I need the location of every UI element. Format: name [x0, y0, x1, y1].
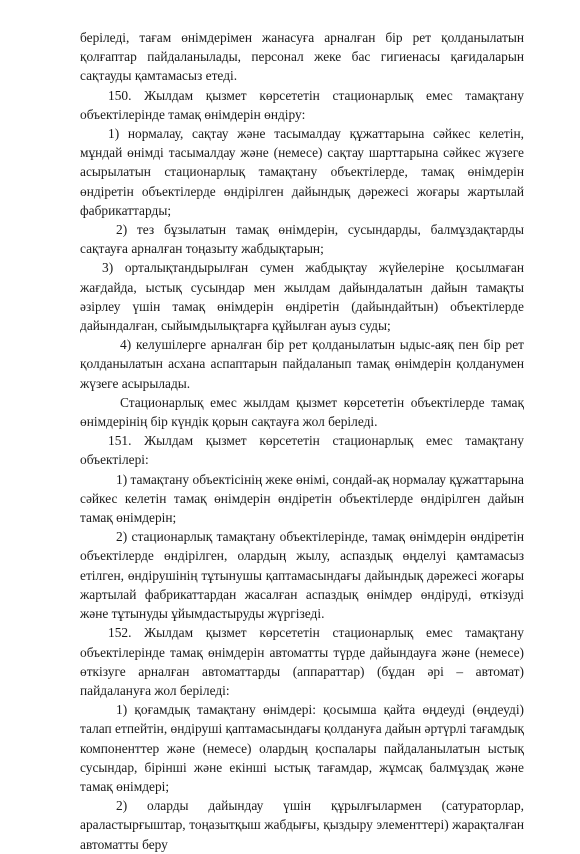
paragraph-152: 152. Жылдам қызмет көрсететін стационарлық емес тамақтану объектілерінде тамақ өнімдерін автоматты түрде дайындауға және (немесе) өткізуге арналған автоматтарды (аппараттар) (бұдан әрі – автомат) пайдалануға жол беріледі: — [80, 625, 524, 698]
paragraph-150: 150. Жылдам қызмет көрсететін стационарлық емес тамақтану объектілерінде тамақ өнімдерін өндіру: — [80, 87, 524, 122]
paragraph-152-item-2: 2) оларды дайындау үшін құрылғылармен (сатураторлар, араластырғыштар, тоңазытқыш жабдығы, қыздыру элементтері) жарақталған автоматты беру — [80, 798, 524, 852]
paragraph-151-item-2: 2) стационарлық тамақтану объектілерінде, тамақ өнімдерін өндіретін объектілерде өндірілген, олардың жылу, аспаздық өңделуі қамтамасыз етілген, өндірушінің тұтынушы қаптамасындағы дайындық дәрежесі жоғары жартылай фабрикаттардан жасалған аспаздық өнімдер өндіруді, өткізуді және тұтынуды ұйымдастыруды жүргізеді. — [80, 529, 524, 622]
paragraph-151: 151. Жылдам қызмет көрсететін стационарлық емес тамақтану объектілері: — [80, 433, 524, 468]
paragraph-150-item-1: 1) нормалау, сақтау және тасымалдау құжаттарына сәйкес келетін, мұндай өнімді тасымалдау және (немесе) сақтау шарттарына сәйкес жүзеге асырылатын стационарлық тамақтану объектілерде, тамақ өнімдерін өндіретін объектілерде өндірілген дайындық дәрежесі жоғары жартылай фабрикаттарды; — [80, 126, 524, 218]
paragraph-150-item-2: 2) тез бұзылатын тамақ өнімдерін, сусындарды, балмұздақтарды сақтауға арналған тоңазыту жабдықтарын; — [80, 222, 524, 257]
paragraph-151-item-1: 1) тамақтану объектісінің жеке өнімі, сондай-ақ нормалау құжаттарына сәйкес келетін тамақ өнімдерін өндіретін объектілерде өндірілген дайын тамақ өнімдерін; — [80, 471, 524, 526]
paragraph-152-item-1: 1) қоғамдық тамақтану өнімдері: қосымша қайта өңдеуді (өңдеуді) талап етпейтін, өндіруші қаптамасындағы қолдануға дайын әртүрлі тағамдық компоненттер және (немесе) олардың қоспалары пайдаланылатын ыстық сусындар, бірінші және екінші ыстық тағамдар, жұмсақ балмұздақ және тамақ өнімдері; — [80, 702, 524, 794]
paragraph-150-item-4: 4) келушілерге арналған бір рет қолданылатын ыдыс-аяқ пен бір рет қолданылатын асхана аспаптарын пайдаланып тамақ өнімдерін қолданумен жүзеге асырылады. — [80, 337, 524, 391]
paragraph-150-item-3: 3) орталықтандырылған сумен жабдықтау жүйелеріне қосылмаған жағдайда, ыстық сусындар мен жылдам дайындалатын дайын тамақты әзірлеу үшін тамақ өнімдерін өндіретін (дайындайтын) объектілерде дайындалған, сыйымдылықтарға құйылған ауыз суды; — [80, 260, 524, 334]
paragraph-intro: беріледі, тағам өнімдерімен жанасуға арналған бір рет қолданылатын қолғаптар пайдаланылады, персонал жеке бас гигиенасы қағидаларын сақтауды қамтамасыз етеді. — [80, 30, 524, 84]
paragraph-150-note: Стационарлық емес жылдам қызмет көрсететін объектілерде тамақ өнімдерінің бір күндік қорын сақтауға жол беріледі. — [80, 394, 524, 430]
